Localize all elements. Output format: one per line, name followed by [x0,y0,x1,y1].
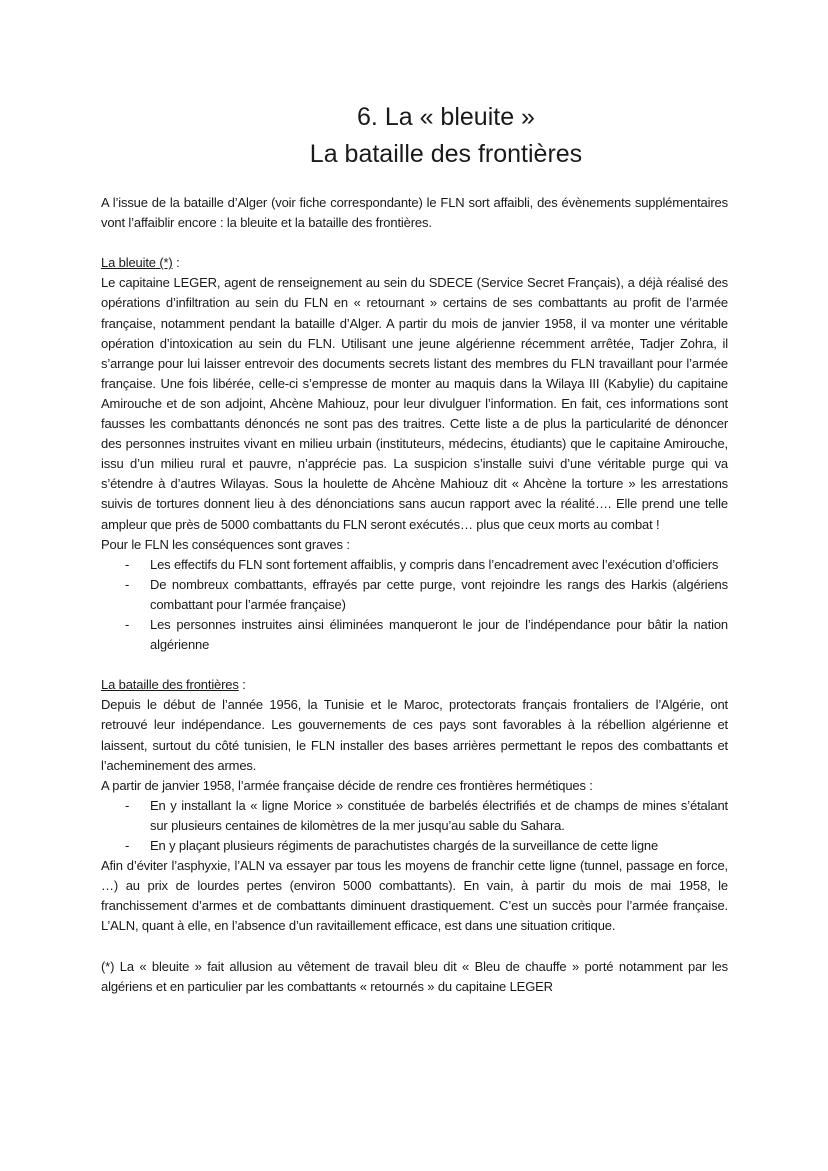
page-title [0,99,828,173]
list-item: - Les personnes instruites ainsi éliminées manqueront le jour de l’indépendance pour bâtir la nation algérienne [125,616,728,653]
document-body [101,193,728,997]
section-heading-frontieres: La bataille des frontières : [101,677,246,693]
frontieres-conclusion: Afin d’éviter l’asphyxie, l’ALN va essayer par tous les moyens de franchir cette ligne (tunnel, passage en force, …) au prix de lourdes pertes (environ 5000 combattants). En vain, à partir du mois de mai 1958, le franchissement d’armes et de combattants diminuent drastiquement. C’est un succès pour l’armée française. L’ALN, quant à elle, en l’absence d’un ravitaillement efficace, est dans une situation critique. [101,858,728,934]
bleuite-consequences-lead: Pour le FLN les conséquences sont graves : [101,536,350,552]
title-line-1: 6. La « bleuite » [357,103,535,131]
list-item: - De nombreux combattants, effrayés par cette purge, vont rejoindre les rangs des Harkis (algériens combattant pour l’armée française) [125,576,728,612]
intro-paragraph: A l’issue de la bataille d’Alger (voir fiche correspondante) le FLN sort affaibli, des évènements supplémentaires vont l’affaiblir encore : la bleuite et la bataille des frontières. [101,195,728,231]
bleuite-paragraph: Le capitaine LEGER, agent de renseignement au sein du SDECE (Service Secret Français), a déjà réalisé des opérations d’infiltration au sein du FLN en « retournant » certains de ses combattants au profit de l’armée française, notamment pendant la bataille d’Alger. A partir du mois de janvier 1958, il va monter une véritable opération d’intoxication au sein du FLN. Utilisant une jeune algérienne récemment arrêtée, Tadjer Zohra, il s’arrange pour lui laisser entrevoir des documents secrets listant des membres du FLN travaillant pour l’armée française. Une fois libérée, celle-ci s’empresse de monter au maquis dans la Wilaya III (Kabylie) du capitaine Amirouche et de son adjoint, Ahcène Mahiouz, pour leur divulguer l’information. En fait, ces informations sont fausses les combattants dénoncés ne sont pas des traitres. Cette liste a de plus la particularité de dénoncer des personnes instruites vivant en milieu urbain (instituteurs, médecins, étudiants) que le capitaine Amirouche, issu d’un milieu rural et pauvre, n’apprécie pas. La suspicion s’installe suivi d’une véritable purge qui va s’étendre à d’autres Wilayas. Sous la houlette de Ahcène Mahiouz dit « Ahcène la torture » les arrestations suivis de tortures donnent lieu à des dénonciations sans aucun rapport avec la réalité…. Elle prend une telle ampleur que près de 5000 combattants du FLN seront exécutés… plus que ceux morts au combat ! [101,275,728,532]
bleuite-consequences-list [101,555,728,655]
title-line-2: La bataille des frontières [309,140,583,168]
footnote: (*) La « bleuite » fait allusion au vêtement de travail bleu dit « Bleu de chauffe » porté notamment par les algériens et en particulier par les combattants « retournés » du capitaine LEGER [101,958,728,994]
frontieres-measures-list [101,796,728,856]
section-heading-bleuite: La bleuite (*) : [101,255,180,271]
frontieres-paragraph: Depuis le début de l’année 1956, la Tunisie et le Maroc, protectorats français frontaliers de l’Algérie, ont retrouvé leur indépendance. Les gouvernements de ces pays sont favorables à la rébellion algérienne et laissent, surtout du côté tunisien, le FLN installer des bases arrières permettant le repos des combattants et l’acheminement des armes. [101,697,728,773]
frontieres-lead: A partir de janvier 1958, l’armée française décide de rendre ces frontières hermétiques : [101,777,593,793]
list-item: - En y installant la « ligne Morice » constituée de barbelés électrifiés et de champs de mines s’étalant sur plusieurs centaines de kilomètres de la mer jusqu’au sable du Sahara. [125,797,728,833]
list-item: - En y plaçant plusieurs régiments de parachutistes chargés de la surveillance de cette ligne [125,838,659,853]
list-item: - Les effectifs du FLN sont fortement affaiblis, y compris dans l’encadrement avec l’exécution d’officiers [125,556,719,572]
